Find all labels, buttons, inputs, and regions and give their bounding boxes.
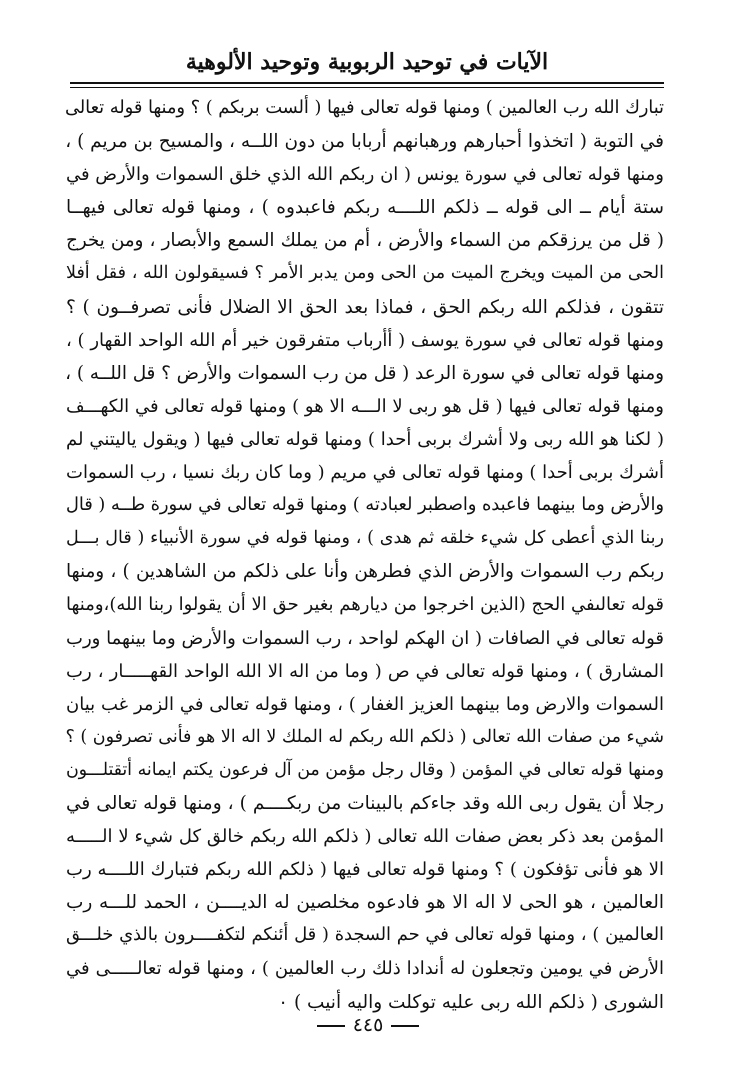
text-line: الحى من الميت ويخرج الميت من الحى ومن يدبر الأمر ؟ فسيقولون الله ، فقل أفلا xyxy=(66,263,664,284)
text-line: في التوبة ( اتخذوا أحبارهم ورهبانهم أربابا من دون اللــه ، والمسيح بن مريم ) ، xyxy=(65,131,664,153)
header-rule-thin xyxy=(70,87,664,88)
text-line: المشارق ) ، ومنها قوله تعالى في ص ( وما من اله الا الله الواحد القهـــــار ، رب xyxy=(66,660,664,682)
text-line: ومنها قوله تعالى في سورة يونس ( ان ربكم الله الذي خلق السموات والأرض في xyxy=(65,164,664,186)
text-line: ومنها قوله تعالى في المؤمن ( وقال رجل مؤمن من آل فرعون يكتم ايمانه أتقتلـــون xyxy=(66,759,664,780)
text-line: ستة أيام ــ الى قوله ــ ذلكم اللــــه ربكم فاعبدوه ) ، ومنها قوله تعالى فيهــا xyxy=(66,197,664,219)
text-line: ( لكنا هو الله ربى ولا أشرك بربى أحدا ) ومنها قوله تعالى فيها ( ويقول ياليتني لم xyxy=(66,428,664,450)
text-line: العالمين ) ، ومنها قوله تعالى في حم السجدة ( قل أئنكم لتكفــــرون بالذي خلـــق xyxy=(66,925,664,946)
body-text xyxy=(66,92,664,1019)
text-line: ومنها قوله تعالى في سورة يوسف ( أأرباب متفرقون خير أم الله الواحد القهار ) ، xyxy=(66,329,664,351)
text-line: أشرك بربى أحدا ) ومنها قوله تعالى في مريم ( وما كان ربك نسيا ، رب السموات xyxy=(66,462,664,484)
text-line: السموات والارض وما بينهما العزيز الغفار ) ، ومنها قوله تعالى في الزمر غب بيان xyxy=(66,693,664,715)
text-line: والأرض وما بينهما فاعبده واصطبر لعبادته ) ومنها قوله تعالى في سورة طــه ( قال xyxy=(65,495,664,516)
text-line: ومنها قوله تعالى فيها ( قل هو ربى لا الـــه الا هو ) ومنها قوله تعالى في الكهـــف xyxy=(66,395,664,417)
text-line: شيء من صفات الله تعالى ( ذلكم الله ربكم له الملك لا اله الا هو فأنى تصرفون ) ؟ xyxy=(65,726,664,747)
text-line: ومنها قوله تعالى في سورة الرعد ( قل من رب السموات والأرض ؟ قل اللــه ) ، xyxy=(65,362,664,384)
text-line: رجلا أن يقول ربى الله وقد جاءكم بالبينات من ربكــــم ) ، ومنها قوله تعالى في xyxy=(66,792,664,814)
text-line: المؤمن بعد ذكر بعض صفات الله تعالى ( ذلكم الله ربكم خالق كل شيء لا الـــــه xyxy=(66,826,664,848)
folio-dash-left xyxy=(317,1025,345,1027)
text-line: قوله تعالى في الصافات ( ان الهكم لواحد ، رب السموات والأرض وما بينهما ورب xyxy=(66,627,664,649)
text-line: الأرض في يومين وتجعلون له أندادا ذلك رب العالمين ) ، ومنها قوله تعالـــــى في xyxy=(66,958,664,980)
text-line: قوله تعالىفي الحج (الذين اخرجوا من ديارهم بغير حق الا أن يقولوا ربنا الله)،ومنها xyxy=(66,594,664,616)
running-header: الآيات في توحيد الربوبية وتوحيد الألوهية xyxy=(185,49,549,75)
page-number xyxy=(0,1014,736,1036)
text-line: العالمين ، هو الحى لا اله الا هو فادعوه مخلصين له الديــــن ، الحمد للـــه رب xyxy=(66,892,664,914)
text-line: الا هو فأنى تؤفكون ) ؟ ومنها قوله تعالى فيها ( ذلكم الله ربكم فتبارك اللــــه رب xyxy=(66,859,664,881)
text-line: ( قل من يرزقكم من السماء والأرض ، أم من يملك السمع والأبصار ، ومن يخرج xyxy=(66,230,664,252)
text-line: تتقون ، فذلكم الله ربكم الحق ، فماذا بعد الحق الا الضلال فأنى تصرفــون ) ؟ xyxy=(66,296,664,318)
header-rule-thick xyxy=(70,82,664,84)
page-number-value: ٤٤٥ xyxy=(352,1014,384,1036)
text-line: ربنا الذي أعطى كل شيء خلقه ثم هدى ) ، ومنها قوله في سورة الأنبياء ( قال بـــل xyxy=(66,528,664,549)
text-line: الشورى ( ذلكم الله ربى عليه توكلت واليه أنيب ) ٠ xyxy=(278,991,664,1013)
folio-dash-right xyxy=(391,1025,419,1027)
text-line: ربكم رب السموات والأرض الذي فطرهن وأنا على ذلكم من الشاهدين ) ، ومنها xyxy=(66,561,664,583)
text-line: تبارك الله رب العالمين ) ومنها قوله تعالى فيها ( ألست بربكم ) ؟ ومنها قوله تعالى xyxy=(64,98,664,118)
